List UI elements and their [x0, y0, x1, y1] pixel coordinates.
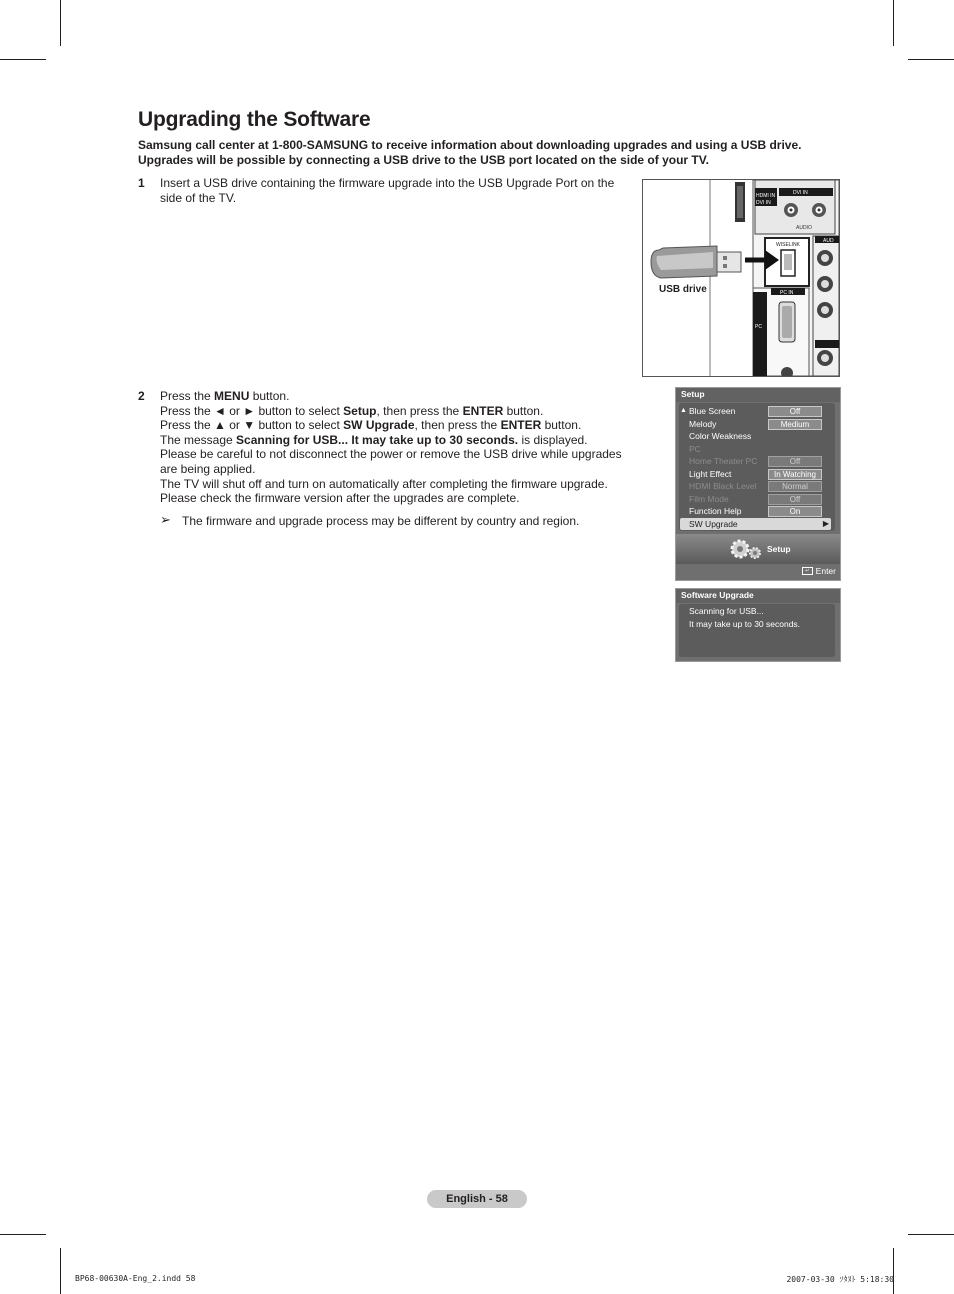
- menu-value: Normal: [768, 481, 822, 492]
- page-title: Upgrading the Software: [138, 108, 371, 131]
- scroll-up-icon: ▲: [680, 407, 687, 414]
- menu-item-blue-screen[interactable]: ▲ Blue Screen Off: [680, 405, 831, 417]
- intro-line: Upgrades will be possible by connecting a USB drive to the USB port located on the side of your TV.: [138, 153, 709, 167]
- step-2-line: The TV will shut off and turn on automatically after completing the firmware upgrade.: [160, 476, 608, 491]
- enter-icon: ↵: [802, 567, 813, 575]
- osd-header: Software Upgrade: [676, 589, 840, 603]
- osd-header: Setup: [676, 388, 840, 402]
- step-2-line: The message Scanning for USB... It may take up to 30 seconds. is displayed.: [160, 432, 588, 447]
- menu-value: Off: [768, 406, 822, 417]
- crop-mark: [893, 1248, 894, 1294]
- usb-drive-label: USB drive: [659, 284, 707, 295]
- pc-label: PC: [755, 324, 762, 330]
- step-2-line: Press the ▲ or ▼ button to select SW Upgrade, then press the ENTER button.: [160, 418, 582, 433]
- intro-line: Samsung call center at 1-800-SAMSUNG to receive information about downloading upgrades and using a USB drive.: [138, 138, 802, 152]
- note-arrow-icon: ➢: [160, 511, 171, 527]
- menu-value: In Watching: [768, 469, 822, 480]
- crop-mark: [0, 1234, 46, 1235]
- crop-mark: [908, 59, 954, 60]
- setup-menu-osd: [675, 387, 841, 581]
- step-1-text: Insert a USB drive containing the firmware upgrade into the USB Upgrade Port on the side of the TV.: [160, 176, 615, 205]
- crop-mark: [893, 0, 894, 46]
- step-2-line: Please be careful to not disconnect the power or remove the USB drive while upgrades are being applied.: [160, 447, 622, 476]
- wait-message: It may take up to 30 seconds.: [689, 619, 801, 629]
- step-2-line: Press the ◄ or ► button to select Setup, then press the ENTER button.: [160, 403, 544, 418]
- menu-item-home-theater-pc[interactable]: Home Theater PC Off: [680, 455, 831, 467]
- intro-text: [138, 138, 818, 168]
- usb-drive-icon: [651, 246, 741, 278]
- gear-icon: [728, 538, 764, 562]
- menu-value: Off: [768, 494, 822, 505]
- menu-item-hdmi-black-level[interactable]: HDMI Black Level Normal: [680, 480, 831, 492]
- crop-mark: [60, 0, 61, 46]
- menu-item-film-mode[interactable]: Film Mode Off: [680, 493, 831, 505]
- tv-side-panel-graphic: [643, 180, 839, 376]
- menu-item-light-effect[interactable]: Light Effect In Watching: [680, 468, 831, 480]
- dvi-label-small: DVI IN: [756, 200, 771, 206]
- pc-in-label: PC IN: [780, 290, 794, 296]
- page-number: English - 58: [427, 1190, 527, 1208]
- note: [160, 511, 632, 529]
- wiselink-label: WISELINK: [776, 242, 800, 248]
- menu-item-color-weakness[interactable]: Color Weakness: [689, 431, 752, 441]
- print-slug-timestamp: 2007-03-30 ｿﾀﾇﾄ 5:18:30: [786, 1275, 894, 1284]
- hdmi-label: HDMI IN: [756, 193, 776, 199]
- chevron-right-icon: ▶: [822, 518, 829, 528]
- crop-mark: [60, 1248, 61, 1294]
- scanning-message: Scanning for USB...: [689, 606, 764, 616]
- step-2-line: Please check the firmware version after the upgrades are complete.: [160, 491, 520, 506]
- step-number: 1: [138, 176, 145, 190]
- audio-r-label: AUD: [823, 238, 834, 244]
- step-number: 2: [138, 389, 145, 403]
- step-2-line: Press the MENU button.: [160, 389, 290, 403]
- osd-enter-hint: ↵ Enter: [802, 564, 836, 578]
- menu-item-function-help[interactable]: Function Help On: [680, 505, 831, 517]
- step-2-text: [160, 389, 632, 528]
- audio-label: AUDIO: [796, 225, 812, 231]
- usb-port-illustration: [642, 179, 840, 377]
- crop-mark: [908, 1234, 954, 1235]
- osd-footer-title: Setup: [767, 544, 791, 554]
- menu-item-pc[interactable]: PC: [689, 443, 701, 454]
- crop-mark: [0, 59, 46, 60]
- menu-value: Medium: [768, 419, 822, 430]
- note-text: The firmware and upgrade process may be different by country and region.: [182, 513, 580, 528]
- menu-value: Off: [768, 456, 822, 467]
- menu-value: On: [768, 506, 822, 517]
- print-slug-file: BP68-00630A-Eng_2.indd 58: [75, 1274, 196, 1283]
- menu-item-melody[interactable]: Melody Medium: [680, 418, 831, 430]
- software-upgrade-osd: [675, 588, 841, 662]
- menu-item-sw-upgrade[interactable]: SW Upgrade ▶: [680, 518, 831, 530]
- dvi-in-label: DVI IN: [793, 190, 808, 196]
- menu-key: MENU: [214, 389, 250, 403]
